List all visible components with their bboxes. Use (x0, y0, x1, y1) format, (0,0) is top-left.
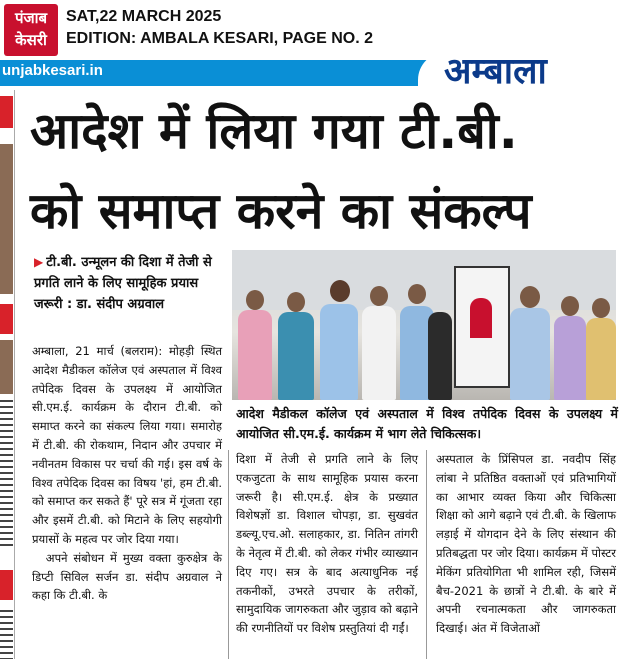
photo-person (238, 310, 272, 400)
fragment-text (0, 400, 13, 550)
photo-tb-banner (454, 266, 510, 388)
masthead-title: अम्बाला (444, 51, 547, 92)
photo-person (510, 308, 550, 400)
column-3-paragraph: अस्पताल के प्रिंसिपल डा. नवदीप सिंह लांबा ने प्रतिष्ठित वक्ताओं एवं प्रतिभागियों का आभार व्यक्त किया और चिकित्सा शिक्षा को आगे बढ़ाने एवं टी.बी. के खिलाफ लड़ाई में योगदान देने के लिए संस्थान की प्रतिबद्धता पर जोर दिया। कार्यक्रम में पोस्टर मेकिंग प्रतियोगिता भी शामिल रही, जिसमें बैच-2021 के छात्रों ने टी.बी. के बारे में अपनी रचनात्मकता और जागरुकता दिखाई। अंत में विजेताओं (436, 452, 616, 636)
photo-person (554, 316, 586, 400)
article-column-2 (236, 450, 418, 638)
photo-person (362, 306, 396, 400)
adjacent-article-fragment (0, 90, 15, 659)
column-1-paragraph-1: अम्बाला, 21 मार्च (बलराम): मोहड़ी स्थित आदेश मैडीकल कॉलेज एवं अस्पताल में विश्व तपेदिक दिवस के उपलक्ष्य में आयोजित सी.एम.ई. कार्यक्रम के दौरान टी.बी. को समाप्त करने का संकल्प लिया गया। समारोह में टी.बी. की रोकथाम, निदान और उपचार में नवीनतम विकास पर चर्चा की गई। इस वर्ष के विश्व तपेदिक दिवस का विषय 'हां, हम टी.बी. को समाप्त कर सकते हैं' पूरे सत्र में गूंजता रहा और इसमें टी.बी. को मिटाने के लिए सहयोगी प्रयासों के महत्व पर जोर दिया गया। (32, 344, 222, 546)
awareness-ribbon-icon (470, 298, 492, 338)
logo-line-1: पंजाब (14, 9, 48, 27)
fragment-red-block (0, 570, 13, 600)
photo-person-head (370, 286, 388, 306)
bullet-triangle-icon: ▶ (34, 255, 44, 269)
photo-person-head (592, 298, 610, 318)
headline-line-1: आदेश में लिया गया टी.बी. (30, 102, 518, 160)
photo-person-head (520, 286, 540, 308)
headline-line-2: को समाप्त करने का संकल्प (30, 182, 532, 240)
column-divider (228, 450, 229, 659)
column-2-paragraph: दिशा में तेजी से प्रगति लाने के लिए एकजुटता के साथ सामूहिक प्रयास करना जरूरी है। सी.एम.ई. क्षेत्र के प्रख्यात विशेषज्ञों डा. विशाल चोपड़ा, डा. सुखवंत डब्ल्यू.एच.ओ. सलाहकार, डा. नितिन तांगरी के नेतृत्व में टी.बी. को लेकर गंभीर व्याख्यान दिए गए। सत्र के बाद अत्याधुनिक नई तकनीकों, उभरते उपचार के तरीकों, सामुदायिक जागरुकता और जुड़ाव को बढ़ाने की रणनीतियों पर विशेष प्रस्तुतियां दी गईं। (236, 452, 418, 636)
photo-person (586, 318, 616, 400)
logo-line-2: केसरी (15, 31, 47, 49)
fragment-red-block (0, 304, 13, 334)
publication-date: SAT,22 MARCH 2025 (66, 8, 222, 25)
photo-person (320, 304, 358, 400)
edition-info: EDITION: AMBALA KESARI, PAGE NO. 2 (66, 30, 373, 47)
photo-person-head (561, 296, 579, 316)
photo-caption: आदेश मैडीकल कॉलेज एवं अस्पताल में विश्व तपेदिक दिवस के उपलक्ष्य में आयोजित सी.एम.ई. कार्यक्रम में भाग लेते चिकित्सक। (236, 406, 618, 441)
fragment-text (0, 610, 13, 659)
fragment-photo (0, 144, 13, 294)
fragment-red-block (0, 96, 13, 128)
fragment-photo (0, 340, 13, 394)
subheadline (34, 252, 224, 315)
article-column-1 (32, 342, 222, 605)
article-photo (232, 250, 616, 400)
newspaper-logo (4, 4, 58, 56)
photo-person (278, 312, 314, 400)
section-masthead (418, 52, 622, 92)
photo-person-head (408, 284, 426, 304)
website-url: unjabkesari.in (2, 62, 103, 79)
photo-person (428, 312, 452, 400)
article-column-3 (436, 450, 616, 638)
subheadline-text: टी.बी. उन्मूलन की दिशा में तेजी से प्रगति लाने के लिए सामूहिक प्रयास जरूरी : डा. संदीप अग्रवाल (34, 255, 212, 312)
photo-person-head (287, 292, 305, 312)
photo-person-head (330, 280, 350, 302)
column-divider (426, 450, 427, 659)
column-1-paragraph-2: अपने संबोधन में मुख्य वक्ता कुरुक्षेत्र के डिप्टी सिविल सर्जन डा. संदीप अग्रवाल ने कहा कि टी.बी. के (32, 550, 222, 603)
photo-person-head (246, 290, 264, 310)
